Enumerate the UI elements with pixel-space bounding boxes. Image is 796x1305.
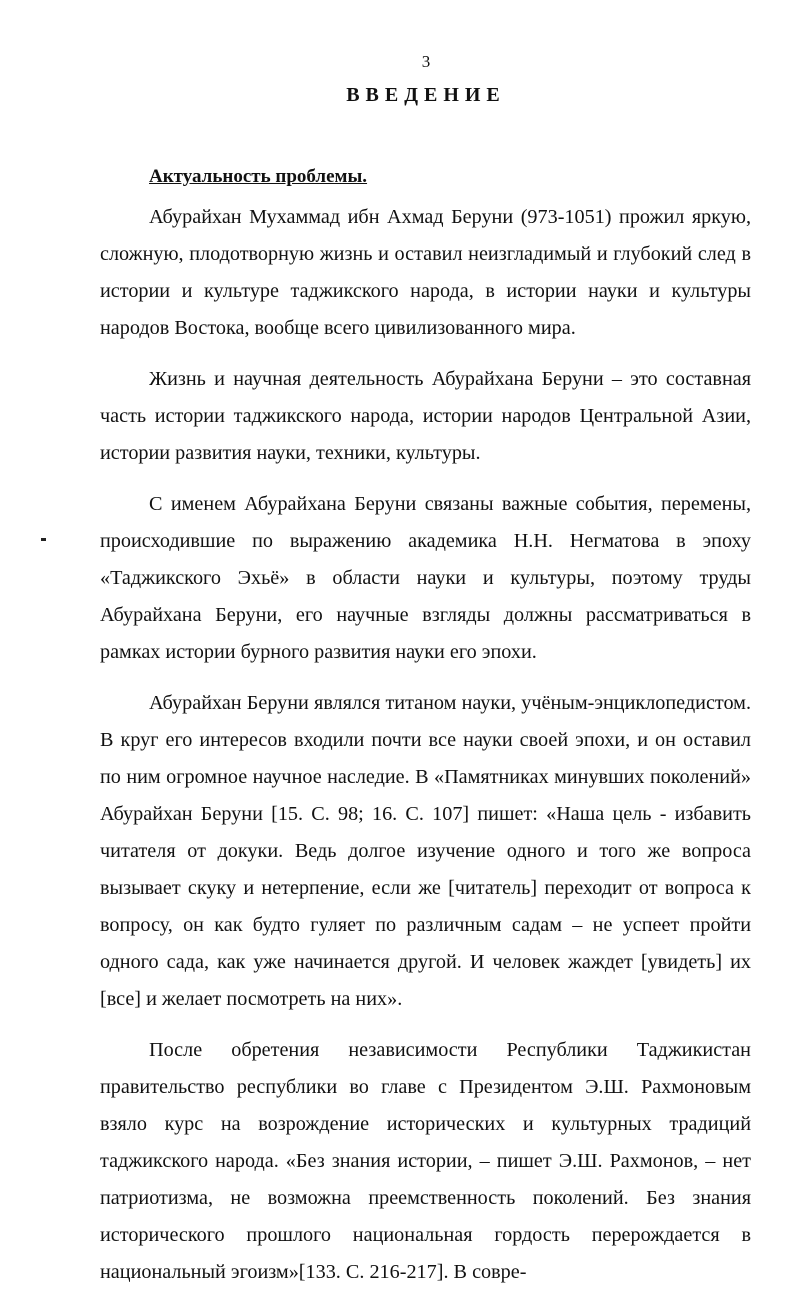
scan-mark [41, 538, 46, 541]
paragraph: Жизнь и научная деятельность Абурайхана Беруни – это составная часть истории таджикского народа, истории народов Центральной Азии, истории развития науки, техники, культуры. [100, 368, 751, 464]
paragraph: Абурайхан Мухаммад ибн Ахмад Беруни (973-1051) прожил яркую, сложную, плодотворную жизнь и оставил неизгладимый и глубокий след в истории и культуре таджикского народа, в истории науки и культуры народов Востока, вообще всего цивилизованного мира. [100, 206, 751, 339]
page-title: ВВЕДЕНИЕ [346, 84, 506, 106]
paragraph: После обретения независимости Республики Таджикистан правительство республики во главе с Президентом Э.Ш. Рахмоновым взяло курс на возрождение исторических и культурных традиций таджикского народа. «Без знания истории, – пишет Э.Ш. Рахмонов, – нет патриотизма, не возможна преемственность поколений. Без знания исторического прошлого национальная гордость перерождается в национальный эгоизм»[133. С. 216-217]. В совре- [100, 1039, 751, 1283]
section-heading: Актуальность проблемы. [149, 166, 368, 187]
paragraph: Абурайхан Беруни являлся титаном науки, учёным-энциклопедистом. В круг его интересов входили почти все науки своей эпохи, и он оставил по ним огромное научное наследие. В «Памятниках минувших поколений» Абурайхан Беруни [15. С. 98; 16. С. 107] пишет: «Наша цель - избавить читателя от докуки. Ведь долгое изучение одного и того же вопроса вызывает скуку и нетерпение, если же [читатель] переходит от вопроса к вопросу, он как будто гуляет по различным садам – не успеет пройти одного сада, как уже начинается другой. И человек жаждет [увидеть] их [все] и желает посмотреть на них». [100, 692, 751, 1010]
page-number: 3 [421, 52, 431, 71]
paragraph: С именем Абурайхана Беруни связаны важные события, перемены, происходившие по выражению академика Н.Н. Негматова в эпоху «Таджикского Эхьё» в области науки и культуры, поэтому труды Абурайхана Беруни, его научные взгляды должны рассматриваться в рамках истории бурного развития науки его эпохи. [100, 493, 751, 663]
document-body [100, 158, 751, 1305]
